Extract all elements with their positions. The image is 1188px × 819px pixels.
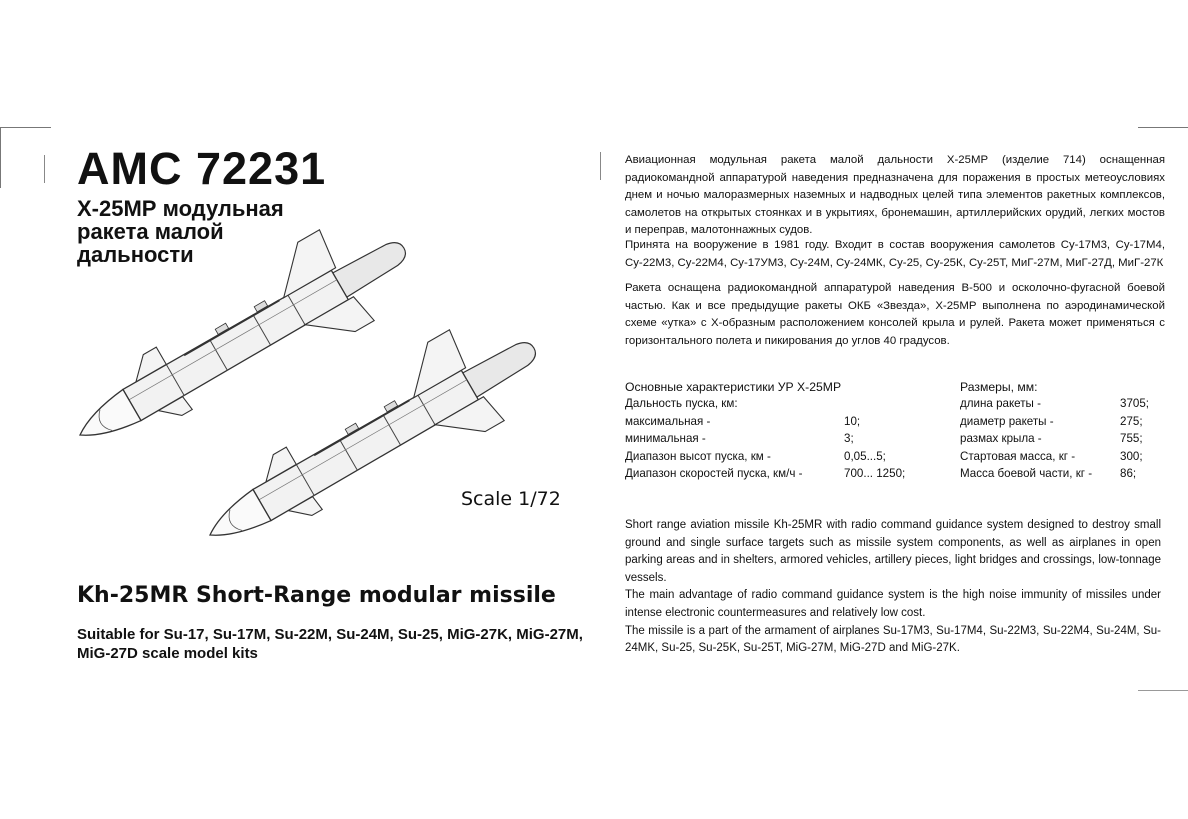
specs-row — [625, 448, 965, 466]
frame-line-right-bottom — [1138, 690, 1188, 692]
dimensions-value: 86; — [1120, 467, 1137, 480]
specs-row — [625, 465, 965, 483]
dimensions-label: диаметр ракеты - — [960, 414, 1054, 428]
specs-row — [625, 413, 965, 431]
specs-label: минимальная - — [625, 432, 706, 445]
specs-value: 10; — [844, 414, 861, 428]
dimensions-row — [960, 448, 1160, 466]
english-description-paragraph: Short range aviation missile Kh-25MR with radio command guidance system designed to destroy small ground and single surface targets such as missile system components, as well as airplanes in open parking areas and in shelters, armored vehicles, artillery pieces, light bridges and crossings, low-tonnage vessels. — [625, 519, 1161, 584]
specs-row — [625, 395, 965, 413]
product-code: AMC 72231 — [77, 143, 327, 194]
dimensions-label: размах крыла - — [960, 432, 1042, 445]
specs-row — [625, 430, 965, 448]
specs-value: 0,05...5; — [844, 449, 886, 463]
frame-tick-left — [44, 155, 45, 183]
frame-tick-right — [600, 152, 601, 180]
english-description-paragraph: The main advantage of radio command guidance system is the high noise immunity of missiles under intense electronic countermeasures and relatively low cost. — [625, 589, 1161, 619]
dimensions-value: 300; — [1120, 449, 1143, 463]
specs-table — [625, 380, 965, 483]
dimensions-value: 755; — [1120, 432, 1143, 445]
dimensions-label: Масса боевой части, кг - — [960, 467, 1093, 480]
dimensions-label: Стартовая масса, кг - — [960, 449, 1076, 463]
dimensions-label: длина ракеты - — [960, 397, 1041, 410]
specs-value: 700... 1250; — [844, 467, 906, 480]
dimensions-table — [960, 380, 1160, 483]
specs-label: Дальность пуска, км: — [625, 397, 738, 410]
dimensions-row — [960, 430, 1160, 448]
ru-description-paragraph: Ракета оснащена радиокомандной аппаратурой наведения В-500 и осколочно-фугасной боевой частью. Как и все предыдущие ракеты ОКБ «Звезда», Х-25МР выполнена по аэродинамической схеме «утка» с Х-образным расположением консолей крыла и рулей. Ракета может применяться с горизонтального полета и пикирования до углов 40 градусов. — [625, 282, 1165, 347]
dimensions-row — [960, 395, 1160, 413]
specs-label: Диапазон скоростей пуска, км/ч - — [625, 467, 803, 480]
dimensions-value: 275; — [1120, 414, 1143, 428]
scale-label: Scale 1/72 — [461, 488, 561, 510]
english-title: Kh-25MR Short-Range modular missile — [77, 583, 556, 608]
english-description-paragraph: The missile is a part of the armament of airplanes Su-17M3, Su-17M4, Su-22M3, Su-22M4, Su-24M, Su-24MK, Su-25, Su-25K, Su-25T, MiG-27M, MiG-27D and MiG-27K. — [625, 624, 1161, 655]
specs-value: 3; — [844, 432, 854, 445]
specs-heading: Основные характеристики УР Х-25МР — [625, 380, 842, 394]
russian-title-line: Х-25МР модульная — [77, 196, 284, 221]
dimensions-value: 3705; — [1120, 397, 1150, 410]
specs-label: Диапазон высот пуска, км - — [625, 449, 771, 463]
missile-illustration — [60, 205, 540, 565]
russian-title-line: дальности — [77, 242, 194, 267]
ru-description-paragraph: Принята на вооружение в 1981 году. Входит в состав вооружения самолетов Су-17М3, Су-17М4, Су-22М3, Су-22М4, Су-17УМ3, Су-24М, Су-24МК, Су-25, Су-25К, Су-25Т, МиГ-27М, МиГ-27Д, МиГ-27К — [625, 239, 1165, 269]
dimensions-row — [960, 413, 1160, 431]
specs-label: максимальная - — [625, 414, 711, 428]
suitable-kits-text: Suitable for Su-17, Su-17M, Su-22M, Su-24M, Su-25, MiG-27K, MiG-27M, MiG-27D scale model kits — [77, 626, 583, 662]
dimensions-row — [960, 465, 1160, 483]
russian-title-line: ракета малой — [77, 219, 224, 244]
ru-description-paragraph: Авиационная модульная ракета малой дальности Х-25МР (изделие 714) оснащенная радиокомандной аппаратурой наведения предназначена для поражения в простых метеоусловиях днем и ночью малоразмерных наземных и надводных целей типа элементов ракетных комплексов, самолетов на открытых стоянках и в укрытиях, бронемашин, артиллерийских орудий, легких мостов и переправ, малотоннажных судов. — [625, 154, 1165, 236]
english-description — [625, 517, 1161, 658]
dimensions-heading: Размеры, мм: — [960, 380, 1038, 394]
